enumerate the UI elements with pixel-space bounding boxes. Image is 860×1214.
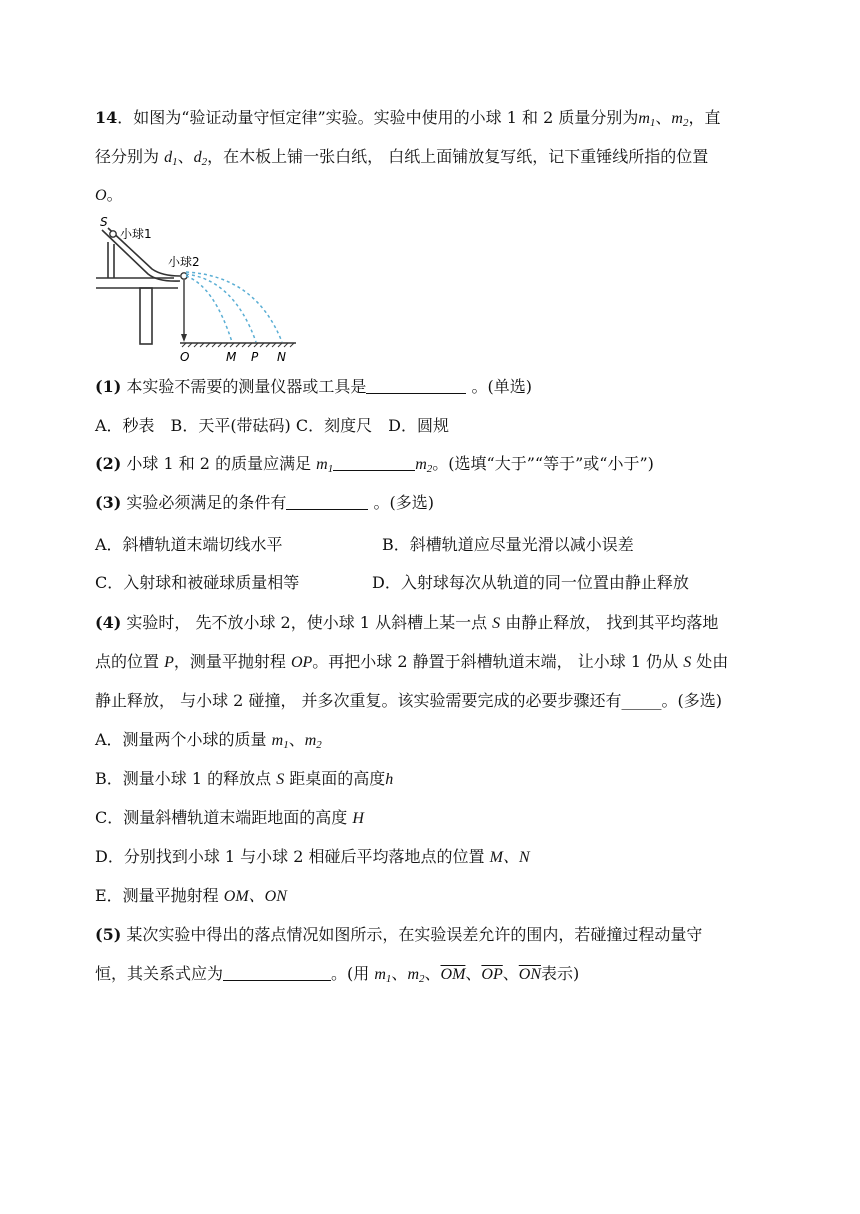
answer-blank-5[interactable]: [223, 964, 331, 981]
question-14-line-2: 径分别为 $d_1$、$d_2$，在木板上铺一张白纸， 白纸上面铺放复写纸，记下重锤线所指的位置: [95, 147, 709, 168]
part-3-option-b: B．斜槽轨道应尽量光滑以减小误差: [382, 535, 634, 554]
question-number: 14: [95, 108, 118, 127]
question-14-line-3: O。: [95, 185, 123, 204]
label-m: M: [226, 350, 237, 364]
label-p: P: [251, 350, 259, 364]
part-3-option-d: D．入射球每次从轨道的同一位置由静止释放: [372, 573, 689, 592]
label-n: N: [277, 350, 286, 364]
label-ball-2: 小球2: [168, 255, 200, 269]
label-s: S: [100, 215, 108, 229]
answer-blank-2[interactable]: [333, 454, 415, 471]
part-4-option-e: E．测量平抛射程 OM、ON: [95, 886, 287, 905]
apparatus-figure: [96, 214, 302, 368]
part-5-line-2: 恒，其关系式应为 。(用 $m_1$、$m_2$、$\overline{OM}$、$\overline{OP}$、$\overline{ON}$表示): [95, 964, 580, 985]
part-3-prompt: (3) 实验必须满足的条件有 。(多选): [95, 493, 434, 512]
segment-on: $\overline{ON}$: [518, 966, 541, 983]
trajectory-p: [186, 274, 256, 342]
part-4-option-c: C．测量斜槽轨道末端距地面的高度 H: [95, 808, 364, 827]
part-5-line-1: (5) 某次实验中得出的落点情况如图所示，在实验误差允许的围内，若碰撞过程动量守: [95, 925, 703, 944]
answer-blank-4[interactable]: _____: [621, 691, 662, 710]
part-1-options: A．秒表 B．天平(带砝码) C．刻度尺 D．圆规: [95, 416, 449, 435]
ball-1: [110, 231, 116, 237]
label-ball-1: 小球1: [120, 227, 152, 241]
part-3-option-a: A．斜槽轨道末端切线水平: [95, 535, 283, 554]
part-4-line-2: 点的位置 P，测量平抛射程 OP。再把小球 2 静置于斜槽轨道末端， 让小球 1 仍从 S 处由: [95, 652, 729, 671]
trajectory-m: [186, 276, 232, 342]
answer-blank-3[interactable]: [286, 493, 368, 510]
part-4-option-d: D．分别找到小球 1 与小球 2 相碰后平均落地点的位置 M、N: [95, 847, 530, 866]
apparatus-diagram: [96, 214, 302, 368]
label-o: O: [180, 350, 190, 364]
part-1-prompt: (1) 本实验不需要的测量仪器或工具是 。(单选): [95, 377, 532, 396]
segment-op: $\overline{OP}$: [481, 966, 503, 983]
trajectory-n: [186, 272, 282, 342]
part-2-prompt: (2) 小球 1 和 2 的质量应满足 $m_1$ $m_2$。(选填“大于”“等于”或“小于”): [95, 454, 654, 475]
segment-om: $\overline{OM}$: [440, 966, 466, 983]
part-4-line-3: 静止释放， 与小球 2 碰撞， 并多次重复。该实验需要完成的必要步骤还有_____。(多选): [95, 691, 723, 710]
part-4-line-1: (4) 实验时， 先不放小球 2，使小球 1 从斜槽上某一点 S 由静止释放， 找到其平均落地: [95, 613, 719, 632]
answer-blank-1[interactable]: [366, 377, 466, 394]
plumb-arrow: [181, 334, 187, 342]
part-3-option-c: C．入射球和被碰球质量相等: [95, 573, 300, 592]
question-14-line-1: 14．如图为“验证动量守恒定律”实验。实验中使用的小球 1 和 2 质量分别为$m_1$、$m_2$，直: [95, 108, 721, 129]
table-leg: [140, 288, 152, 344]
part-4-option-b: B．测量小球 1 的释放点 S 距桌面的高度h: [95, 769, 394, 788]
part-4-option-a: A．测量两个小球的质量 $m_1$、$m_2$: [95, 730, 322, 751]
